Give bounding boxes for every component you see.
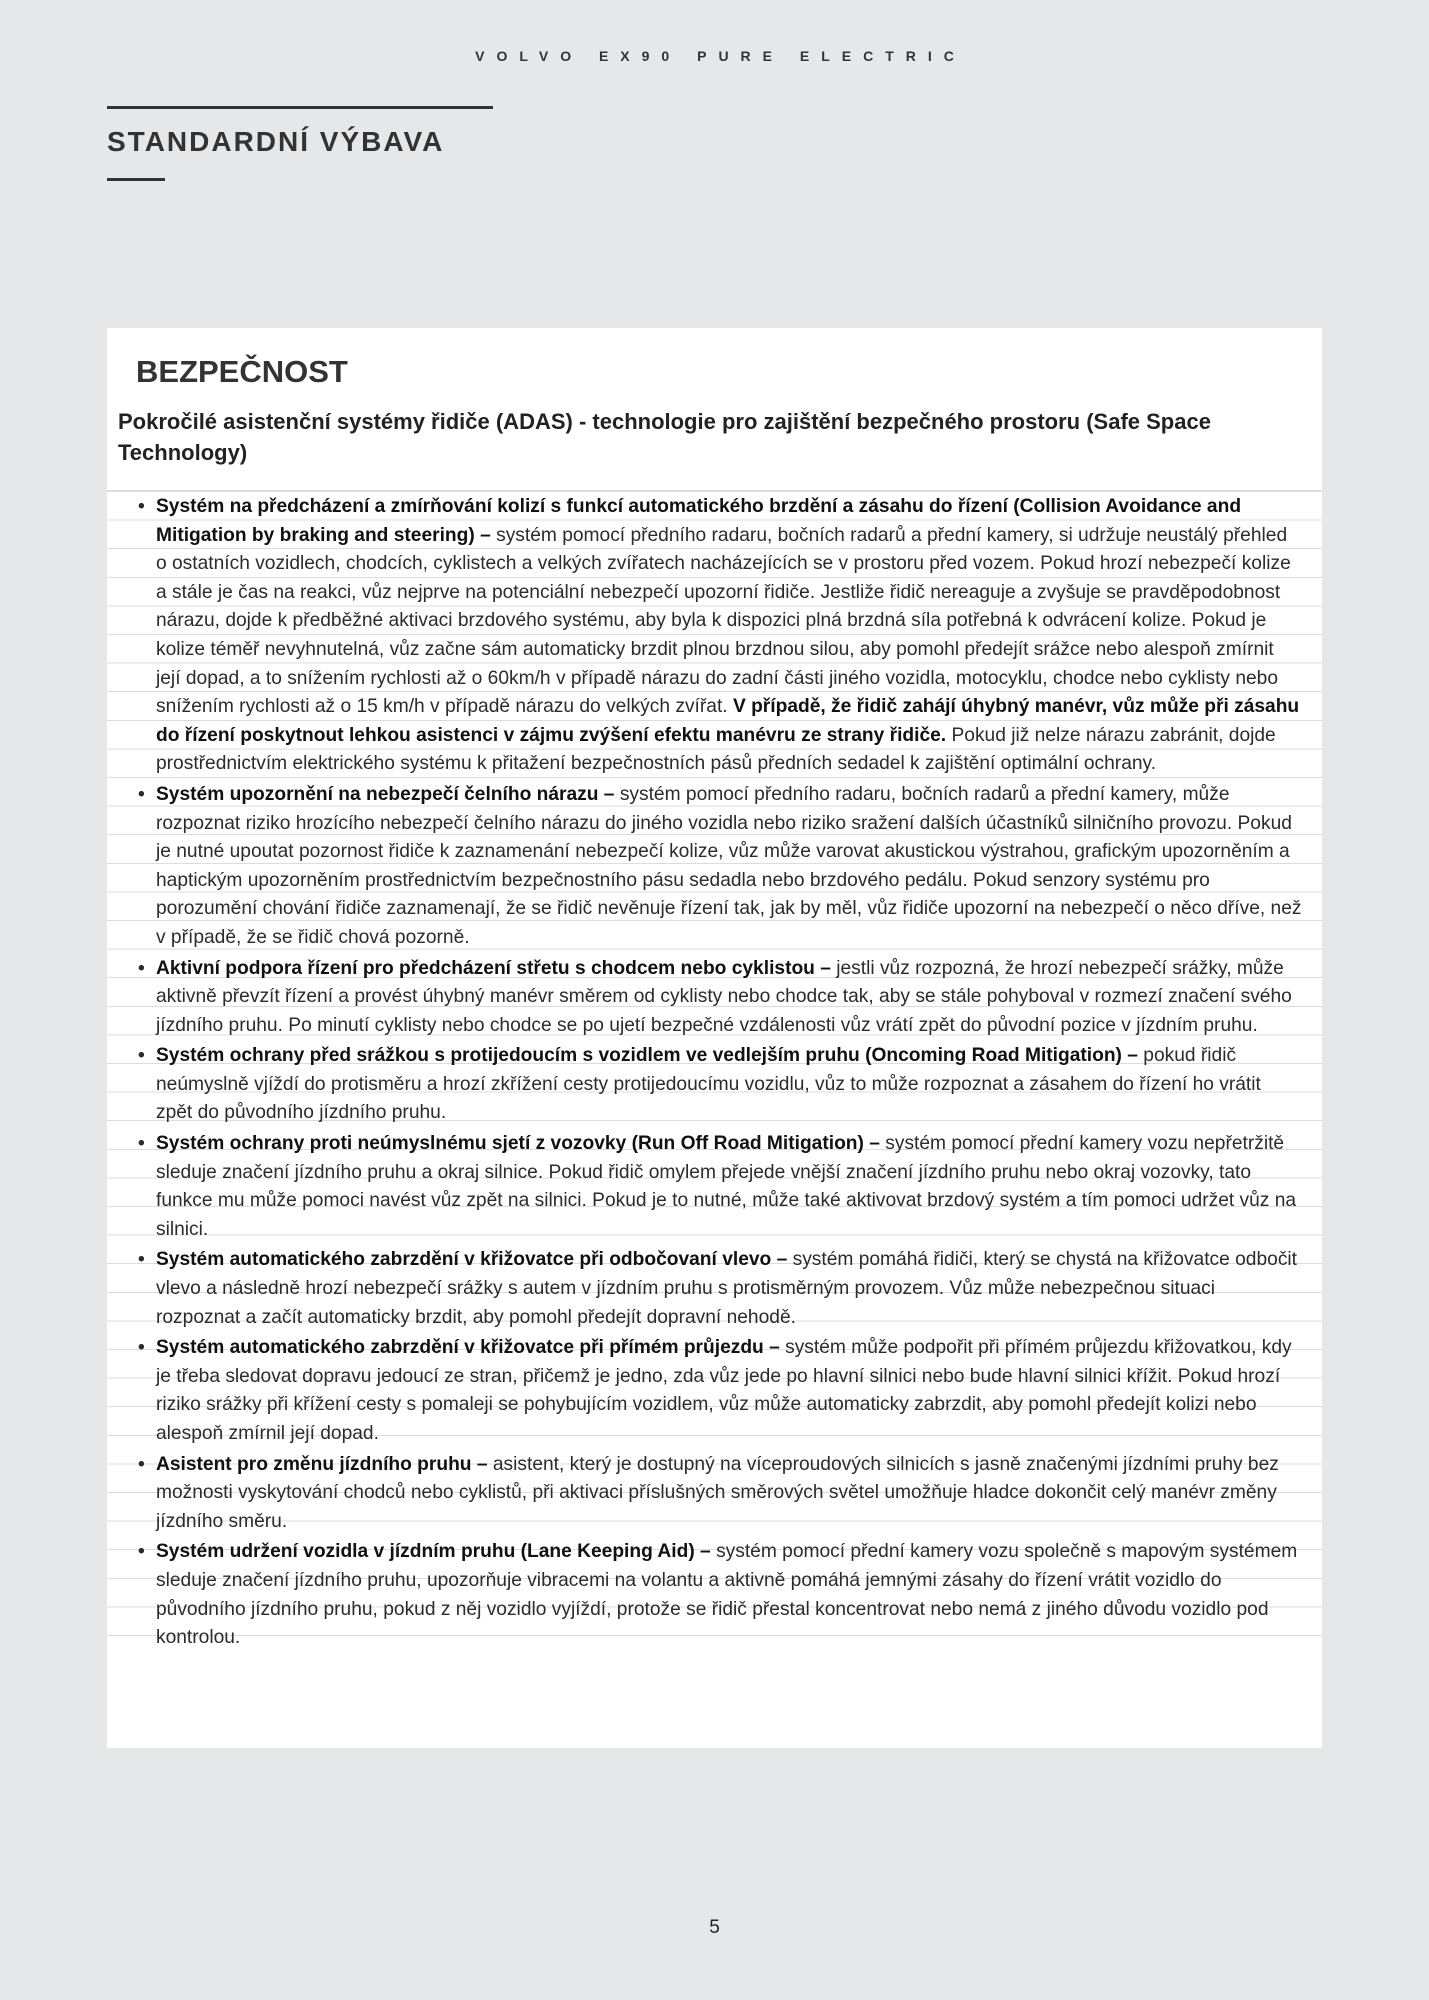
item-heading: Systém upozornění na nebezpečí čelního nárazu – <box>156 783 615 805</box>
item-heading: Aktivní podpora řízení pro předcházení střetu s chodcem nebo cyklistou – <box>156 957 831 979</box>
page-title: STANDARDNÍ VÝBAVA <box>107 126 445 157</box>
item-text: pokud řidič neúmyslně vjíždí do protisměru a hrozí zkřížení cesty protijedoucímu vozidlu, vůz to může rozpoznat a zásahem do řízení ho vrátit zpět do původního jízdního pruhu. <box>156 1045 1261 1124</box>
bullet-icon: • <box>138 783 145 805</box>
list-item <box>107 1244 1322 1332</box>
list-item <box>107 1040 1322 1128</box>
page-number: 5 <box>709 1917 720 1938</box>
item-text: asistent, který je dostupný na víceproudových silnicích s jasně značenými jízdními pruhy bez možnosti vyskytování chodců nebo cyklistů, při aktivaci příslušných směrových světel umožňuje hladce dokončit celý manévr změny jízdního směru. <box>156 1453 1279 1532</box>
list-item <box>107 1536 1322 1652</box>
bullet-icon: • <box>138 496 145 517</box>
item-text: systém pomocí předního radaru, bočních radarů a přední kamery, si udržuje neustálý přehled o ostatních vozidlech, chodcích, cyklistech a velkých zvířatech nacházejících se v prostoru před vozem. Pokud hrozí nebezpečí kolize a stále je čas na reakci, vůz nejprve na potenciální nebezpečí upozorní řidiče. Jestliže řidič nereaguje a zvyšuje se pravděpodobnost nárazu, dojde k předběžné aktivaci brzdového systému, aby byla k dispozici plná brzdná síla potřebná k odvrácení kolize. Pokud je kolize téměř nevyhnutelná, vůz začne sám automaticky brzdit plnou brzdnou silou, aby pomohl předejít srážce nebo alespoň zmírnit její dopad, a to snížením rychlosti až o 60km/h v případě nárazu do zadní části jiného vozidla, motocyklu, chodce nebo cyklisty nebo snížením rychlosti až o 15 km/h v případě nárazu do velkých zvířat. <box>156 524 1291 718</box>
bullet-icon: • <box>138 957 145 979</box>
list-item <box>107 491 1322 779</box>
bullet-icon: • <box>138 1337 145 1359</box>
item-text: Pokud již nelze nárazu zabránit, dojde prostřednictvím elektrického systému k přitažení bezpečnostních pásů předních sedadel k zajištění optimální ochrany. <box>156 724 1276 775</box>
divider-top <box>107 106 493 109</box>
item-heading: Systém udržení vozidla v jízdním pruhu (Lane Keeping Aid) – <box>156 1541 711 1563</box>
brand-header: VOLVO EX90 PURE ELECTRIC <box>475 48 966 64</box>
item-text: systém může podpořit při přímém průjezdu křižovatkou, kdy je třeba sledovat dopravu jedoucí ze stran, přičemž je jedno, zda vůz jede po hlavní silnici nebo bude hlavní silnici křížit. Pokud hrozí riziko srážky při křížení cesty s pomalejі se pohybujícím vozidlem, vůz může automaticky zabrzdit, aby pomohl předejít kolizi nebo alespoň zmírnil její dopad. <box>156 1337 1292 1444</box>
list-item <box>107 1128 1322 1244</box>
divider-short <box>107 178 165 181</box>
bullet-icon: • <box>138 1249 145 1271</box>
item-heading: Systém na předcházení a zmírňování kolizí s funkcí automatického brzdění a zásahu do řízení (Collision Avoidance and Mitigation by braking and steering) – <box>156 496 1242 546</box>
item-heading: Systém ochrany proti neúmyslnému sjetí z vozovky (Run Off Road Mitigation) – <box>156 1133 880 1155</box>
item-text: systém pomocí přední kamery vozu nepřetržitě sleduje značení jízdního pruhu a okraj silnice. Pokud řidič omylem přejede vnější značení jízdního pruhu nebo okraj vozovky, tato funkce mu může pomoci navést vůz zpět na silnici. Pokud je to nutné, může také aktivovat brzdový systém a tím pomoci udržet vůz na silnici. <box>156 1133 1297 1240</box>
item-heading: Systém automatického zabrzdění v křižovatce při odbočovaní vlevo – <box>156 1249 788 1271</box>
item-text: systém pomocí předního radaru, bočních radarů a přední kamery, může rozpoznat riziko hrozícího nebezpečí čelního nárazu do jiného vozidla nebo riziko sražení dalších účastníků silničního provozu. Pokud je nutné upoutat pozornost řidiče k zaznamenání nebezpečí kolize, vůz může varovat akustickou výstrahou, grafickým upozorněním a haptickým upozorněním prostřednictvím bezpečnostního pásu sedadla nebo brzdového pedálu. Pokud senzory systému pro porozumění chování řidiče zaznamenají, že se řidič nevěnuje řízení tak, jak by měl, vůz řidiče upozorní na nebezpečí o něco dříve, než v případě, že se řidič chová pozorně. <box>156 783 1302 948</box>
list-item <box>107 953 1322 1041</box>
item-text: systém pomáhá řidiči, který se chystá na křižovatce odbočit vlevo a následně hrozí nebezpečí srážky s autem v jízdním pruhu s protisměrným provozem. Vůz může nebezpečnou situaci rozpoznat a začít automaticky brzdit, aby pomohl předejít dopravní nehodě. <box>156 1249 1298 1328</box>
item-heading: V případě, že řidič zahájí úhybný manévr, vůz může při zásahu do řízení poskytnout lehkou asistenci v zájmu zvýšení efektu manévru ze strany řidiče. <box>156 696 1300 746</box>
bullet-icon: • <box>138 1045 145 1067</box>
item-heading: Systém automatického zabrzdění v křižovatce při přímém průjezdu – <box>156 1337 780 1359</box>
section-title: BEZPEČNOST <box>136 354 348 389</box>
list-item <box>107 1332 1322 1448</box>
item-text: jestli vůz rozpozná, že hrozí nebezpečí srážky, může aktivně převzít řízení a provést úhybný manévr směrem od cyklisty nebo chodce tak, aby se stále pohyboval v rozmezí značení svého jízdního pruhu. Po minutí cyklisty nebo chodce se po ujetí bezpečné vzdálenosti vůz vrátí zpět do původní pozice v jízdním pruhu. <box>156 957 1292 1036</box>
content-card <box>107 328 1322 1748</box>
item-heading: Asistent pro změnu jízdního pruhu – <box>156 1453 488 1475</box>
bullet-icon: • <box>138 1453 145 1475</box>
bullet-icon: • <box>138 1133 145 1155</box>
list-item <box>107 1449 1322 1537</box>
section-subtitle: Pokročilé asistenční systémy řidiče (ADAS) - technologie pro zajištění bezpečného prostoru (Safe Space Technology) <box>118 409 1211 465</box>
bullet-icon: • <box>138 1541 145 1563</box>
feature-list <box>107 490 1322 1653</box>
item-text: systém pomocí přední kamery vozu společně s mapovým systémem sleduje značení jízdního pruhu, upozorňuje vibracemi na volantu a aktivně pomáhá jemnými zásahy do řízení vrátit vozidlo do původního jízdního pruhu, pokud z něj vozidlo vyjíždí, protože se řidič přestal koncentrovat nebo nemá z jiného důvodu vozidlo pod kontrolou. <box>156 1541 1298 1649</box>
list-item <box>107 779 1322 953</box>
item-heading: Systém ochrany před srážkou s protijedoucím s vozidlem ve vedlejším pruhu (Oncoming Road Mitigation) – <box>156 1045 1138 1067</box>
